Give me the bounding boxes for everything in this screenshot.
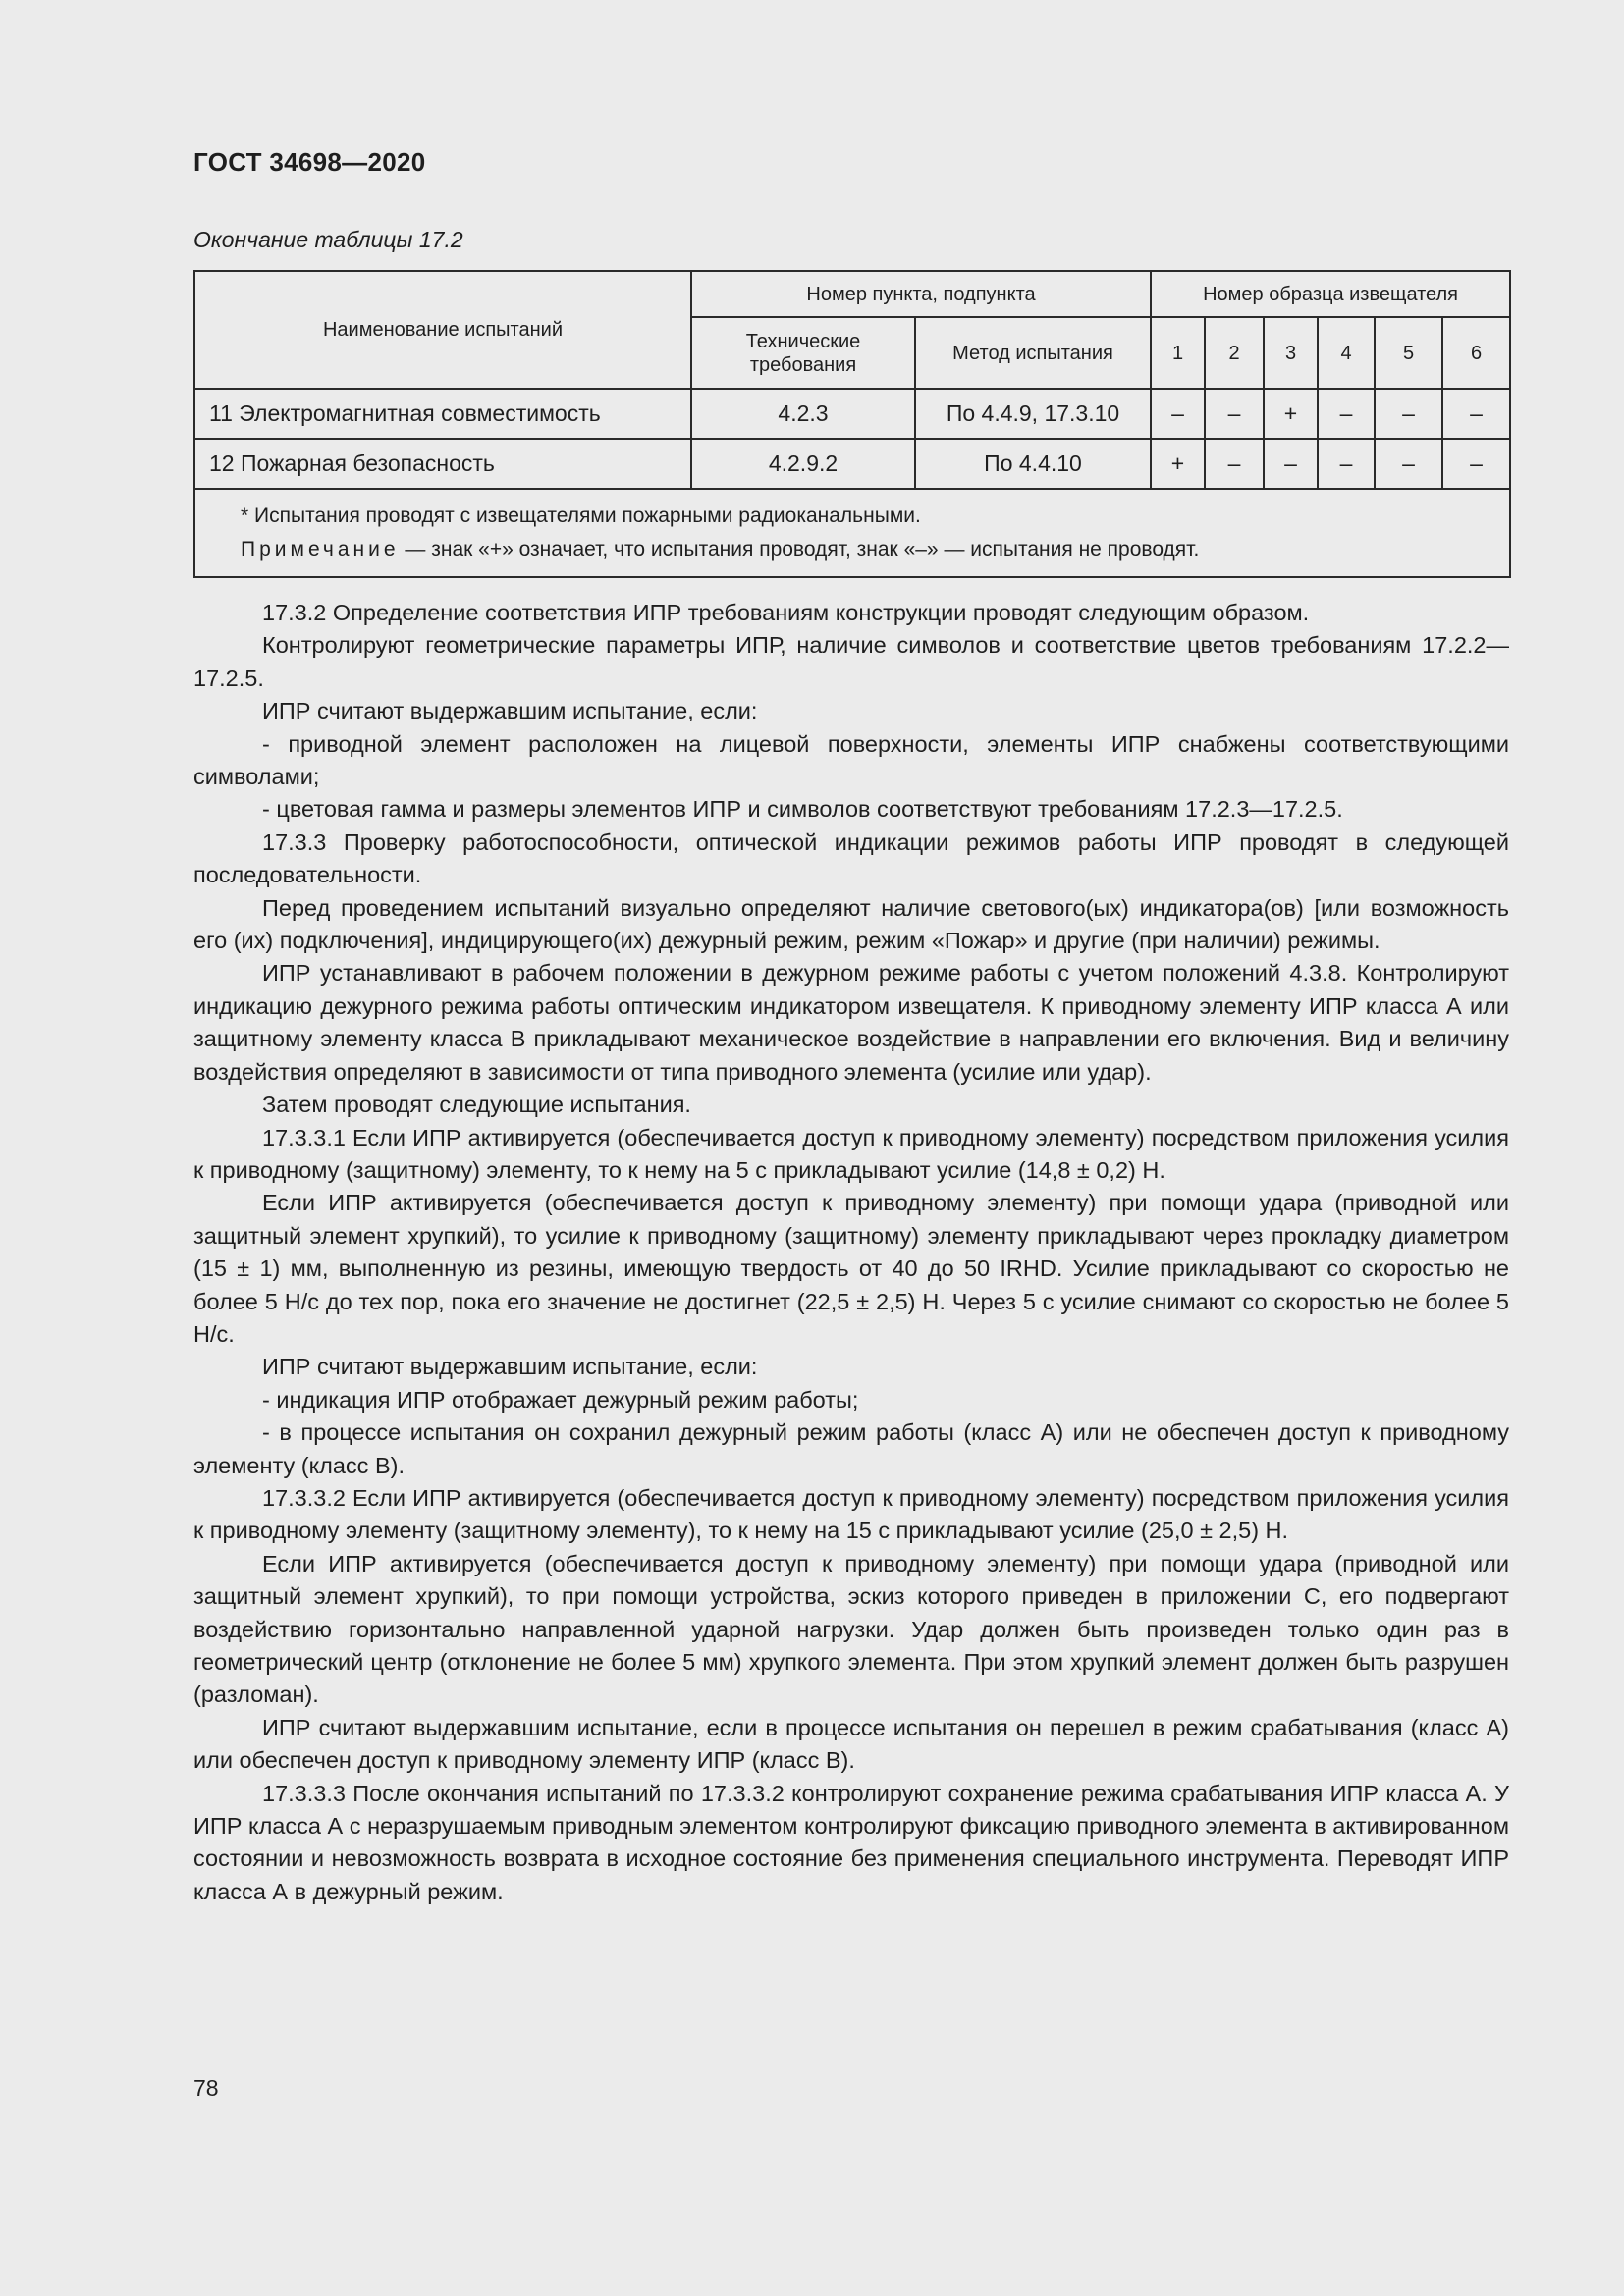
tests-table [193, 270, 1511, 578]
paragraph: 17.3.3 Проверку работоспособности, оптической индикации режимов работы ИПР проводят в следующей последовательности. [193, 828, 1509, 888]
paragraph: 17.3.3.2 Если ИПР активируется (обеспечивается доступ к приводному элементу) посредством приложения усилия к приводному элементу (защитному элементу), то к нему на 15 с прикладывают усилие (25,0 ± 2,5) Н. [193, 1484, 1509, 1544]
row-method: По 4.4.10 [915, 439, 1151, 489]
note-text: — знак «+» означает, что испытания проводят, знак «–» — испытания не проводят. [399, 538, 1200, 561]
paragraph: 17.3.2 Определение соответствия ИПР требованиям конструкции проводят следующим образом. [262, 600, 1310, 625]
row-tech: 4.2.9.2 [691, 439, 915, 489]
col-header-sample: Номер образца извещателя [1151, 271, 1510, 317]
paragraph: 17.3.3.3 После окончания испытаний по 17.3.3.2 контролируют сохранение режима срабатывания ИПР класса А. У ИПР класса А с неразрушаемым приводным элементом контролируют фиксацию приводного элемента в активированном состоянии и невозможность возврата в исходное состояние без применения специального инструмента. Переводят ИПР класса А в дежурный режим. [193, 1780, 1509, 1904]
paragraph: ИПР считают выдержавшим испытание, если: [262, 1354, 758, 1380]
paragraph: ИПР считают выдержавшим испытание, если в процессе испытания он перешел в режим срабатывания (класс А) или обеспечен доступ к приводному элементу ИПР (класс В). [193, 1714, 1509, 1774]
page-number: 78 [193, 2075, 219, 2101]
row-mark: – [1151, 389, 1205, 439]
paragraph: Если ИПР активируется (обеспечивается доступ к приводному элементу) при помощи удара (приводной или защитный элемент хрупкий), то при помощи устройства, эскиз которого приведен в приложении С, его подвергают воздействию горизонтально направленной ударной нагрузки. Удар должен быть произведен только один раз в геометрический центр (отклонение не более 5 мм) хрупкого элемента. При этом хрупкий элемент должен быть разрушен (разломан). [193, 1550, 1509, 1708]
row-name: 11 Электромагнитная совместимость [194, 389, 691, 439]
col-header-sample-1: 1 [1151, 317, 1205, 389]
paragraph: ИПР устанавливают в рабочем положении в дежурном режиме работы с учетом положений 4.3.8. Контролируют индикацию дежурного режима работы оптическим индикатором извещателя. К приводному элементу ИПР класса А или защитному элементу класса В прикладывают механическое воздействие в направлении его включения. Вид и величину воздействия определяют в зависимости от типа приводного элемента (усилие или удар). [193, 960, 1509, 1085]
list-item: - приводной элемент расположен на лицевой поверхности, элементы ИПР снабжены соответствующими символами; [193, 730, 1509, 790]
col-header-clause: Номер пункта, подпункта [691, 271, 1151, 317]
col-header-test-name: Наименование испытаний [194, 271, 691, 389]
row-mark: – [1375, 439, 1442, 489]
col-header-sample-2: 2 [1205, 317, 1264, 389]
table-notes-row [194, 489, 1510, 577]
col-header-sample-4: 4 [1318, 317, 1375, 389]
note-label: Примечание [241, 538, 400, 561]
table-row [194, 389, 1510, 439]
paragraph: ИПР считают выдержавшим испытание, если: [262, 698, 758, 724]
paragraph: Перед проведением испытаний визуально определяют наличие светового(ых) индикатора(ов) [или возможность его (их) подключения], индицирующего(их) дежурный режим, режим «Пожар» и другие (при наличии) режимы. [193, 894, 1509, 954]
col-header-sample-3: 3 [1264, 317, 1318, 389]
paragraph: Затем проводят следующие испытания. [262, 1092, 691, 1118]
standard-header: ГОСТ 34698—2020 [193, 147, 426, 177]
table-caption: Окончание таблицы 17.2 [193, 227, 463, 252]
col-header-sample-5: 5 [1375, 317, 1442, 389]
row-mark: – [1205, 389, 1264, 439]
table-footnote: * Испытания проводят с извещателями пожарными радиоканальными. [241, 505, 921, 527]
row-tech: 4.2.3 [691, 389, 915, 439]
col-header-tech-req: Технические требования [691, 317, 915, 389]
list-item: - индикация ИПР отображает дежурный режим работы; [262, 1386, 859, 1413]
row-mark: – [1318, 389, 1375, 439]
row-name: 12 Пожарная безопасность [194, 439, 691, 489]
row-mark: – [1205, 439, 1264, 489]
row-mark: – [1442, 439, 1510, 489]
row-mark: + [1151, 439, 1205, 489]
col-header-sample-6: 6 [1442, 317, 1510, 389]
paragraph: 17.3.3.1 Если ИПР активируется (обеспечивается доступ к приводному элементу) посредством приложения усилия к приводному (защитному) элементу, то к нему на 5 с прикладывают усилие (14,8 ± 0,2) Н. [193, 1124, 1509, 1183]
paragraph: Если ИПР активируется (обеспечивается доступ к приводному элементу) при помощи удара (приводной или защитный элемент хрупкий), то усилие к приводному (защитному) элементу прикладывают через прокладку диаметром (15 ± 1) мм, выполненную из резины, имеющую твердость от 40 до 50 IRHD. Усилие прикладывают со скоростью не более 5 Н/с до тех пор, пока его значение не достигнет (22,5 ± 2,5) Н. Через 5 с усилие снимают со скоростью не более 5 Н/с. [193, 1190, 1509, 1347]
row-mark: – [1264, 439, 1318, 489]
col-header-method: Метод испытания [915, 317, 1151, 389]
row-mark: – [1318, 439, 1375, 489]
row-mark: – [1442, 389, 1510, 439]
row-mark: – [1375, 389, 1442, 439]
list-item: - цветовая гамма и размеры элементов ИПР и символов соответствуют требованиям 17.2.3—17.2.5. [262, 796, 1343, 823]
paragraph: Контролируют геометрические параметры ИПР, наличие символов и соответствие цветов требованиям 17.2.2—17.2.5. [193, 632, 1509, 691]
list-item: - в процессе испытания он сохранил дежурный режим работы (класс А) или не обеспечен доступ к приводному элементу (класс В). [193, 1419, 1509, 1478]
body-text [193, 597, 1509, 1908]
row-mark: + [1264, 389, 1318, 439]
table-row [194, 439, 1510, 489]
table-notes [194, 489, 1510, 577]
table-note [195, 533, 1509, 566]
row-method: По 4.4.9, 17.3.10 [915, 389, 1151, 439]
